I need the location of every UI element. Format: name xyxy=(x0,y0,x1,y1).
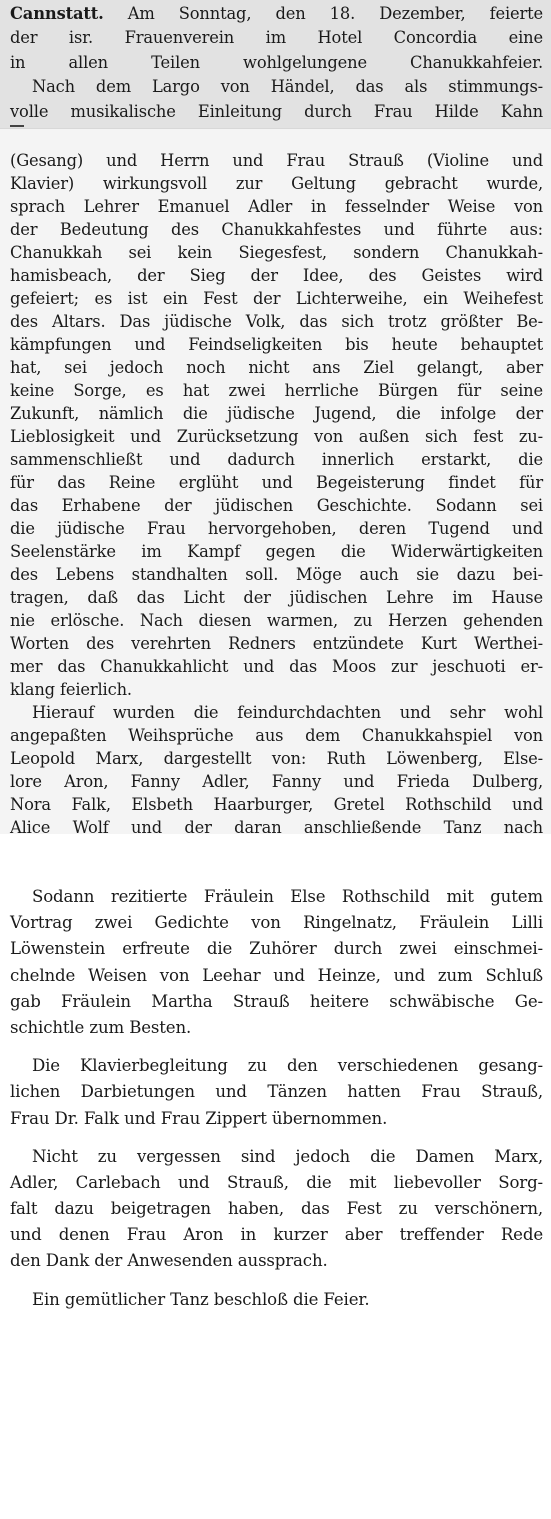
text-line: für das Reine erglüht und Begeisterung findet für xyxy=(10,473,543,492)
text-line: falt dazu beigetragen haben, das Fest zu verschönern, xyxy=(10,1199,543,1219)
paragraph-gap xyxy=(10,1041,543,1053)
text-line: die jüdische Frau hervorgehoben, deren Tugend und xyxy=(10,519,543,538)
text-line: sprach Lehrer Emanuel Adler in fesselnder Weise von xyxy=(10,197,543,216)
text-line: hat, sei jedoch noch nicht ans Ziel gelangt, aber xyxy=(10,358,543,377)
text-line: Vortrag zwei Gedichte von Ringelnatz, Fräulein Lilli xyxy=(10,913,543,933)
text-line: gab Fräulein Martha Strauß heitere schwäbische Ge- xyxy=(10,991,543,1011)
text-line: lore Aron, Fanny Adler, Fanny und Frieda Dulberg, xyxy=(10,772,543,791)
text-line: chelnde Weisen von Leehar und Heinze, und zum Schluß xyxy=(10,965,543,985)
text-line: Hierauf wurden die feindurchdachten und sehr wohl xyxy=(32,703,543,722)
clipping-segment-middle xyxy=(0,128,551,834)
text-line: der isr. Frauenverein im Hotel Concordia eine xyxy=(10,28,543,48)
text-line: Frau Dr. Falk und Frau Zippert übernommen. xyxy=(10,1108,388,1128)
text-line: Seelenstärke im Kampf gegen die Widerwärtigkeiten xyxy=(10,542,543,561)
clipping-segment-top xyxy=(0,0,551,128)
text-line: keine Sorge, es hat zwei herrliche Bürgen für seine xyxy=(10,381,543,400)
text-line: lichen Darbietungen und Tänzen hatten Frau Strauß, xyxy=(10,1082,543,1102)
text-line: Chanukkah sei kein Siegesfest, sondern Chanukkah- xyxy=(10,243,543,262)
text-line: (Gesang) und Herrn und Frau Strauß (Violine und xyxy=(10,151,543,170)
text-line: Nora Falk, Elsbeth Haarburger, Gretel Rothschild und xyxy=(10,795,543,814)
text-line: gefeiert; es ist ein Fest der Lichterweihe, ein Weihefest xyxy=(10,289,543,308)
segment-top-space xyxy=(10,834,543,884)
text-line: Zukunft, nämlich die jüdische Jugend, die infolge der xyxy=(10,404,543,423)
text-line: volle musikalische Einleitung durch Frau Hilde Kahn xyxy=(10,101,543,121)
text-line: Nach dem Largo von Händel, das als stimmungs- xyxy=(32,77,543,97)
text-line: kämpfungen und Feindseligkeiten bis heute behauptet xyxy=(10,335,543,354)
text-line: Lieblosigkeit und Zurücksetzung von außen sich fest zu- xyxy=(10,427,543,446)
text-line: der Bedeutung des Chanukkahfestes und führte aus: xyxy=(10,220,543,239)
clipping-segment-bottom xyxy=(0,834,551,1519)
text-line: des Altars. Das jüdische Volk, das sich trotz größter Be- xyxy=(10,312,543,331)
text-line: des Lebens standhalten soll. Möge auch sie dazu bei- xyxy=(10,565,543,584)
paragraph-gap xyxy=(10,1275,543,1287)
article-headword: Cannstatt. xyxy=(10,4,104,23)
text-line: Die Klavierbegleitung zu den verschiedenen gesang- xyxy=(32,1056,543,1076)
text-line: und denen Frau Aron in kurzer aber treffender Rede xyxy=(10,1225,543,1245)
text-line: Alice Wolf und der daran anschließende Tanz nach xyxy=(10,818,543,834)
text-line: Nicht zu vergessen sind jedoch die Damen Marx, xyxy=(32,1146,543,1166)
text-line: schichtle zum Besten. xyxy=(10,1017,192,1037)
text-line: mer das Chanukkahlicht und das Moos zur jeschuoti er- xyxy=(10,657,543,676)
text-line: Löwenstein erfreute die Zuhörer durch zwei einschmei- xyxy=(10,939,543,959)
text-line: Klavier) wirkungsvoll zur Geltung gebracht wurde, xyxy=(10,174,543,193)
paragraph-gap xyxy=(10,1132,543,1144)
text-line-content: Am Sonntag, den 18. Dezember, feierte xyxy=(127,4,543,23)
text-line: das Erhabene der jüdischen Geschichte. Sodann sei xyxy=(10,496,543,515)
text-line: Ein gemütlicher Tanz beschloß die Feier. xyxy=(32,1289,370,1309)
column-rule xyxy=(10,125,24,127)
text-line: Adler, Carlebach und Strauß, die mit liebevoller Sorg- xyxy=(10,1172,543,1192)
text-line xyxy=(10,2,543,26)
text-line: nie erlösche. Nach diesen warmen, zu Herzen gehenden xyxy=(10,611,543,630)
text-line: angepaßten Weihsprüche aus dem Chanukkahspiel von xyxy=(10,726,543,745)
text-line: Sodann rezitierte Fräulein Else Rothschild mit gutem xyxy=(32,887,543,906)
text-line: klang feierlich. xyxy=(10,680,132,699)
text-line: sammenschließt und dadurch innerlich erstarkt, die xyxy=(10,450,543,469)
text-line: in allen Teilen wohlgelungene Chanukkahfeier. xyxy=(10,52,543,72)
text-line: Leopold Marx, dargestellt von: Ruth Löwenberg, Else- xyxy=(10,749,543,768)
text-line: Worten des verehrten Redners entzündete Kurt Werthei- xyxy=(10,634,543,653)
text-line: hamisbeach, der Sieg der Idee, des Geistes wird xyxy=(10,266,543,285)
text-line: den Dank der Anwesenden aussprach. xyxy=(10,1251,328,1271)
text-line: tragen, daß das Licht der jüdischen Lehre im Hause xyxy=(10,588,543,607)
